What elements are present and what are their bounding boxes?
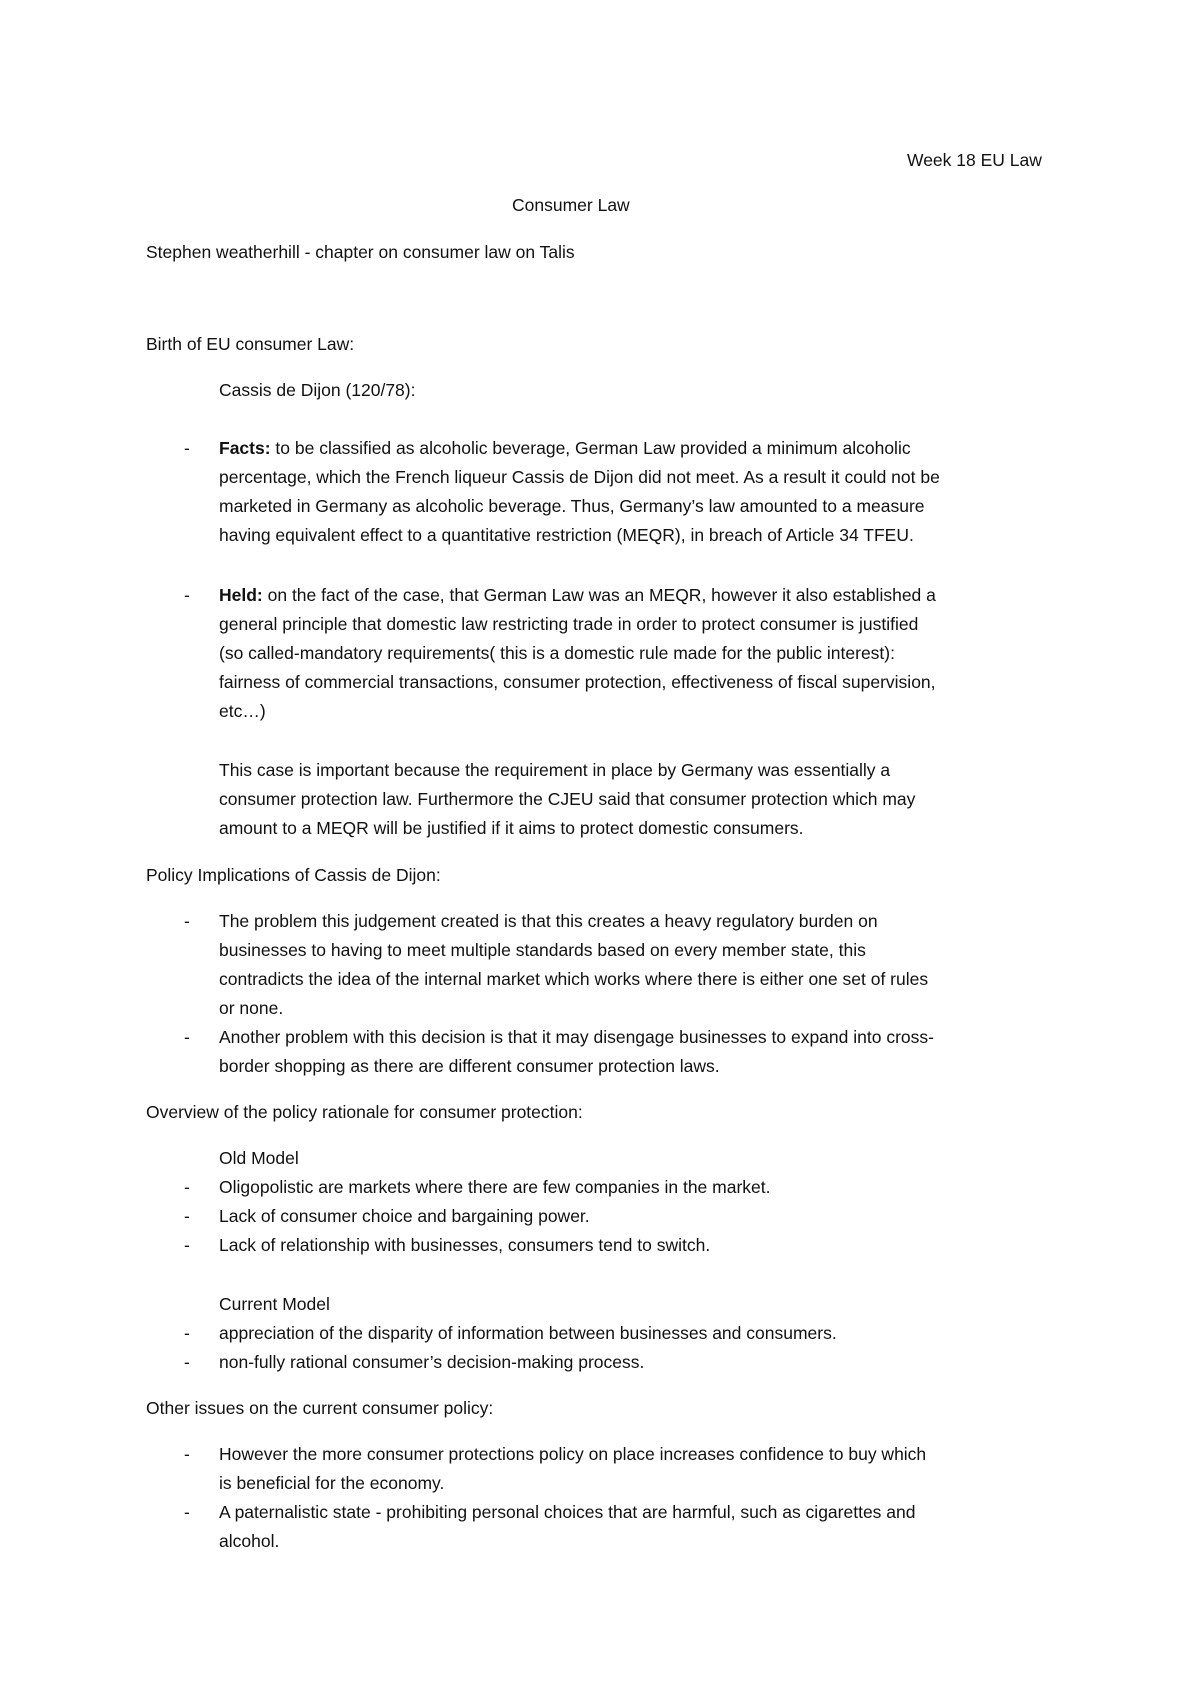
held-label: Held:	[219, 585, 263, 605]
importance-line: This case is important because the requirement in place by Germany was essentially a	[219, 760, 891, 780]
policy-line: Another problem with this decision is that it may disengage businesses to expand into cross-	[219, 1027, 934, 1047]
current-model-item: appreciation of the disparity of information between businesses and consumers.	[219, 1323, 837, 1343]
held-line	[219, 584, 936, 606]
section-heading-birth: Birth of EU consumer Law:	[146, 334, 355, 354]
importance-line: amount to a MEQR will be justified if it aims to protect domestic consumers.	[219, 818, 804, 838]
facts-line	[219, 437, 911, 459]
held-line: general principle that domestic law restricting trade in order to protect consumer is justified	[219, 614, 919, 634]
other-line: However the more consumer protections policy on place increases confidence to buy which	[219, 1444, 927, 1464]
bullet-dash: -	[184, 1444, 190, 1464]
other-line: alcohol.	[219, 1531, 280, 1551]
policy-line: The problem this judgement created is that this creates a heavy regulatory burden on	[219, 911, 878, 931]
held-text: on the fact of the case, that German Law was an MEQR, however it also established a	[262, 585, 936, 605]
current-model-title: Current Model	[219, 1294, 330, 1314]
facts-label: Facts:	[219, 438, 271, 458]
importance-line: consumer protection law. Furthermore the CJEU said that consumer protection which may	[219, 789, 916, 809]
other-line: is beneficial for the economy.	[219, 1473, 445, 1493]
held-line: fairness of commercial transactions, consumer protection, effectiveness of fiscal supervision,	[219, 672, 936, 692]
course-label: Week 18 EU Law	[907, 150, 1042, 170]
bullet-dash: -	[184, 1502, 190, 1522]
document-title: Consumer Law	[512, 195, 630, 215]
facts-line: percentage, which the French liqueur Cassis de Dijon did not meet. As a result it could not be	[219, 467, 940, 487]
old-model-title: Old Model	[219, 1148, 299, 1168]
bullet-dash: -	[184, 438, 190, 458]
bullet-dash: -	[184, 1352, 190, 1372]
bullet-dash: -	[184, 585, 190, 605]
policy-line: border shopping as there are different consumer protection laws.	[219, 1056, 720, 1076]
facts-line: marketed in Germany as alcoholic beverage. Thus, Germany’s law amounted to a measure	[219, 496, 925, 516]
held-line: (so called-mandatory requirements( this is a domestic rule made for the public interest):	[219, 643, 895, 663]
case-title: Cassis de Dijon (120/78):	[219, 380, 416, 400]
old-model-item: Lack of relationship with businesses, consumers tend to switch.	[219, 1235, 711, 1255]
reading-reference: Stephen weatherhill - chapter on consumer law on Talis	[146, 242, 575, 262]
bullet-dash: -	[184, 1235, 190, 1255]
old-model-item: Lack of consumer choice and bargaining power.	[219, 1206, 590, 1226]
section-heading-overview: Overview of the policy rationale for consumer protection:	[146, 1102, 583, 1122]
bullet-dash: -	[184, 911, 190, 931]
bullet-dash: -	[184, 1323, 190, 1343]
current-model-item: non-fully rational consumer’s decision-making process.	[219, 1352, 645, 1372]
section-heading-policy: Policy Implications of Cassis de Dijon:	[146, 865, 441, 885]
bullet-dash: -	[184, 1027, 190, 1047]
section-heading-other: Other issues on the current consumer policy:	[146, 1398, 494, 1418]
old-model-item: Oligopolistic are markets where there are few companies in the market.	[219, 1177, 771, 1197]
bullet-dash: -	[184, 1177, 190, 1197]
policy-line: businesses to having to meet multiple standards based on every member state, this	[219, 940, 866, 960]
policy-line: contradicts the idea of the internal market which works where there is either one set of rules	[219, 969, 929, 989]
other-line: A paternalistic state - prohibiting personal choices that are harmful, such as cigarettes and	[219, 1502, 916, 1522]
facts-text: to be classified as alcoholic beverage, German Law provided a minimum alcoholic	[270, 438, 911, 458]
policy-line: or none.	[219, 998, 284, 1018]
held-line: etc…)	[219, 701, 266, 721]
bullet-dash: -	[184, 1206, 190, 1226]
facts-line: having equivalent effect to a quantitative restriction (MEQR), in breach of Article 34 TFEU.	[219, 525, 914, 545]
